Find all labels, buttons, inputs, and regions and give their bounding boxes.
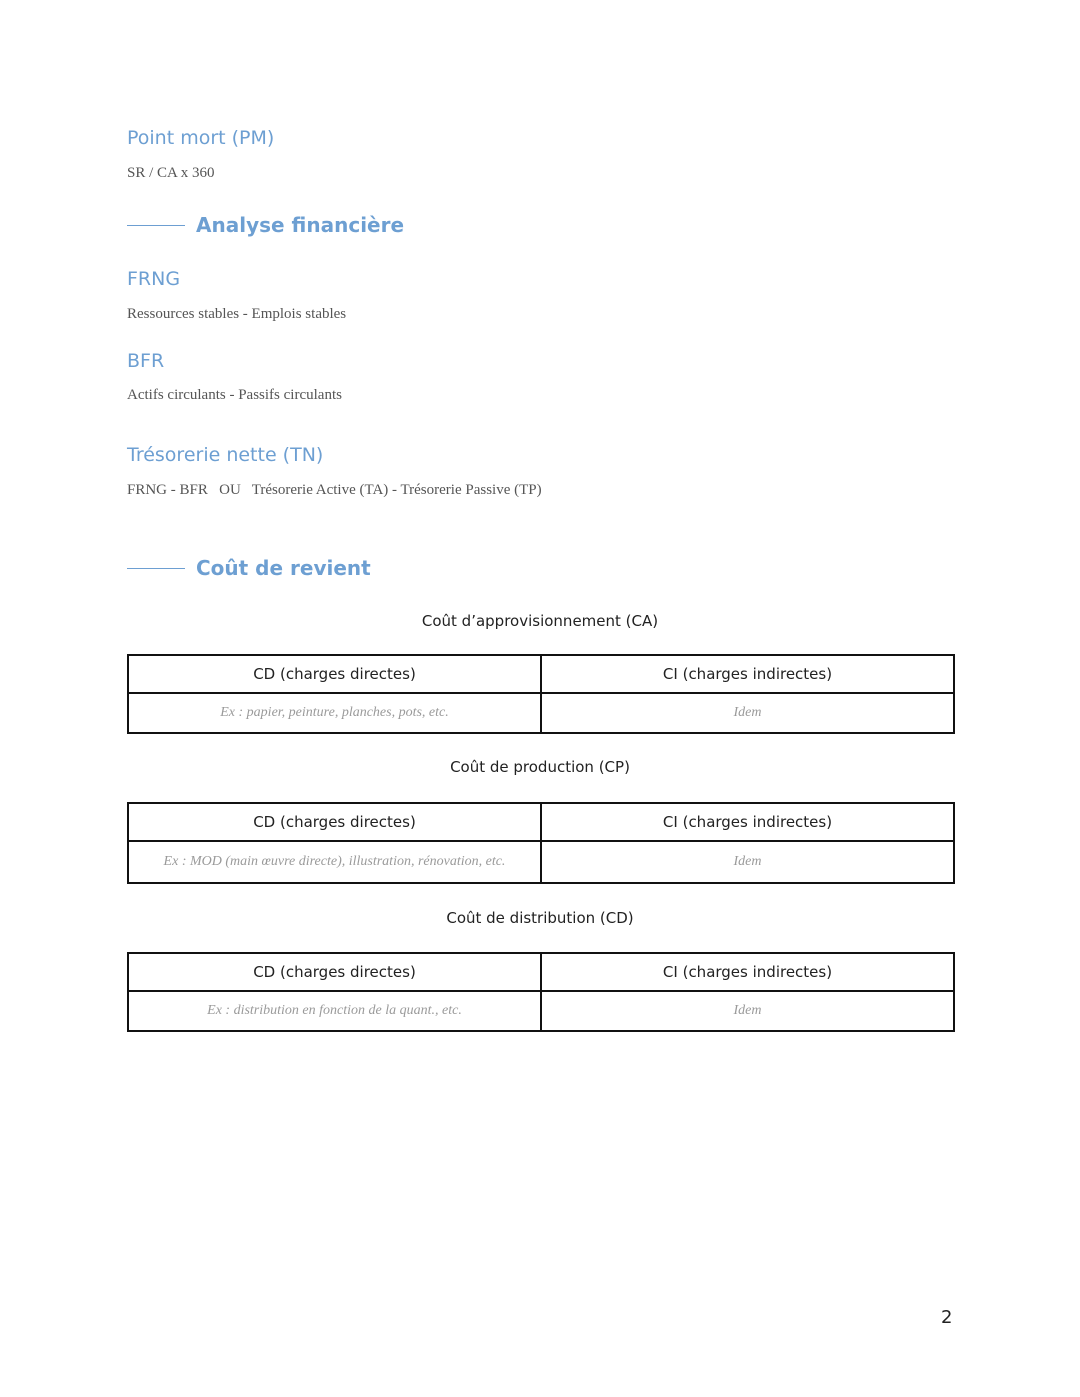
table-row bbox=[128, 841, 954, 883]
section-rule bbox=[127, 225, 185, 226]
frng-heading: FRNG bbox=[127, 268, 181, 290]
table-cell-cd-example: Ex : MOD (main œuvre directe), illustration, rénovation, etc. bbox=[128, 841, 541, 883]
table-cell-ci-example: Idem bbox=[541, 841, 954, 883]
table-row bbox=[128, 991, 954, 1031]
cost-table-title: Coût d’approvisionnement (CA) bbox=[421, 612, 659, 630]
cost-table-production bbox=[127, 802, 955, 884]
table-cell-cd-example: Ex : papier, peinture, planches, pots, etc. bbox=[128, 693, 541, 733]
cost-table-title: Coût de production (CP) bbox=[450, 758, 630, 776]
table-cell-cd-example: Ex : distribution en fonction de la quant., etc. bbox=[128, 991, 541, 1031]
table-header-row bbox=[128, 953, 954, 991]
bfr-heading: BFR bbox=[127, 350, 165, 372]
table-cell-ci-example: Idem bbox=[541, 693, 954, 733]
table-header-row bbox=[128, 655, 954, 693]
table-header-ci: CI (charges indirectes) bbox=[541, 655, 954, 693]
tn-formula: FRNG - BFR OU Trésorerie Active (TA) - Trésorerie Passive (TP) bbox=[127, 482, 542, 498]
frng-formula: Ressources stables - Emplois stables bbox=[127, 306, 347, 322]
section-cout-de-revient bbox=[127, 556, 371, 580]
cost-table-distribution bbox=[127, 952, 955, 1032]
table-header-cd: CD (charges directes) bbox=[128, 803, 541, 841]
tn-heading: Trésorerie nette (TN) bbox=[127, 444, 324, 466]
section-title: Analyse financière bbox=[196, 213, 405, 237]
section-title: Coût de revient bbox=[196, 556, 371, 580]
cost-table-approvisionnement bbox=[127, 654, 955, 734]
point-mort-heading: Point mort (PM) bbox=[127, 127, 275, 149]
table-cell-ci-example: Idem bbox=[541, 991, 954, 1031]
table-header-row bbox=[128, 803, 954, 841]
section-analyse-financiere bbox=[127, 213, 404, 237]
table-header-ci: CI (charges indirectes) bbox=[541, 803, 954, 841]
cost-table-title: Coût de distribution (CD) bbox=[446, 909, 634, 927]
table-header-cd: CD (charges directes) bbox=[128, 655, 541, 693]
table-row bbox=[128, 693, 954, 733]
section-rule bbox=[127, 568, 185, 569]
bfr-formula: Actifs circulants - Passifs circulants bbox=[127, 387, 342, 403]
table-header-cd: CD (charges directes) bbox=[128, 953, 541, 991]
page-number: 2 bbox=[941, 1307, 953, 1328]
table-header-ci: CI (charges indirectes) bbox=[541, 953, 954, 991]
point-mort-formula: SR / CA x 360 bbox=[127, 165, 215, 181]
